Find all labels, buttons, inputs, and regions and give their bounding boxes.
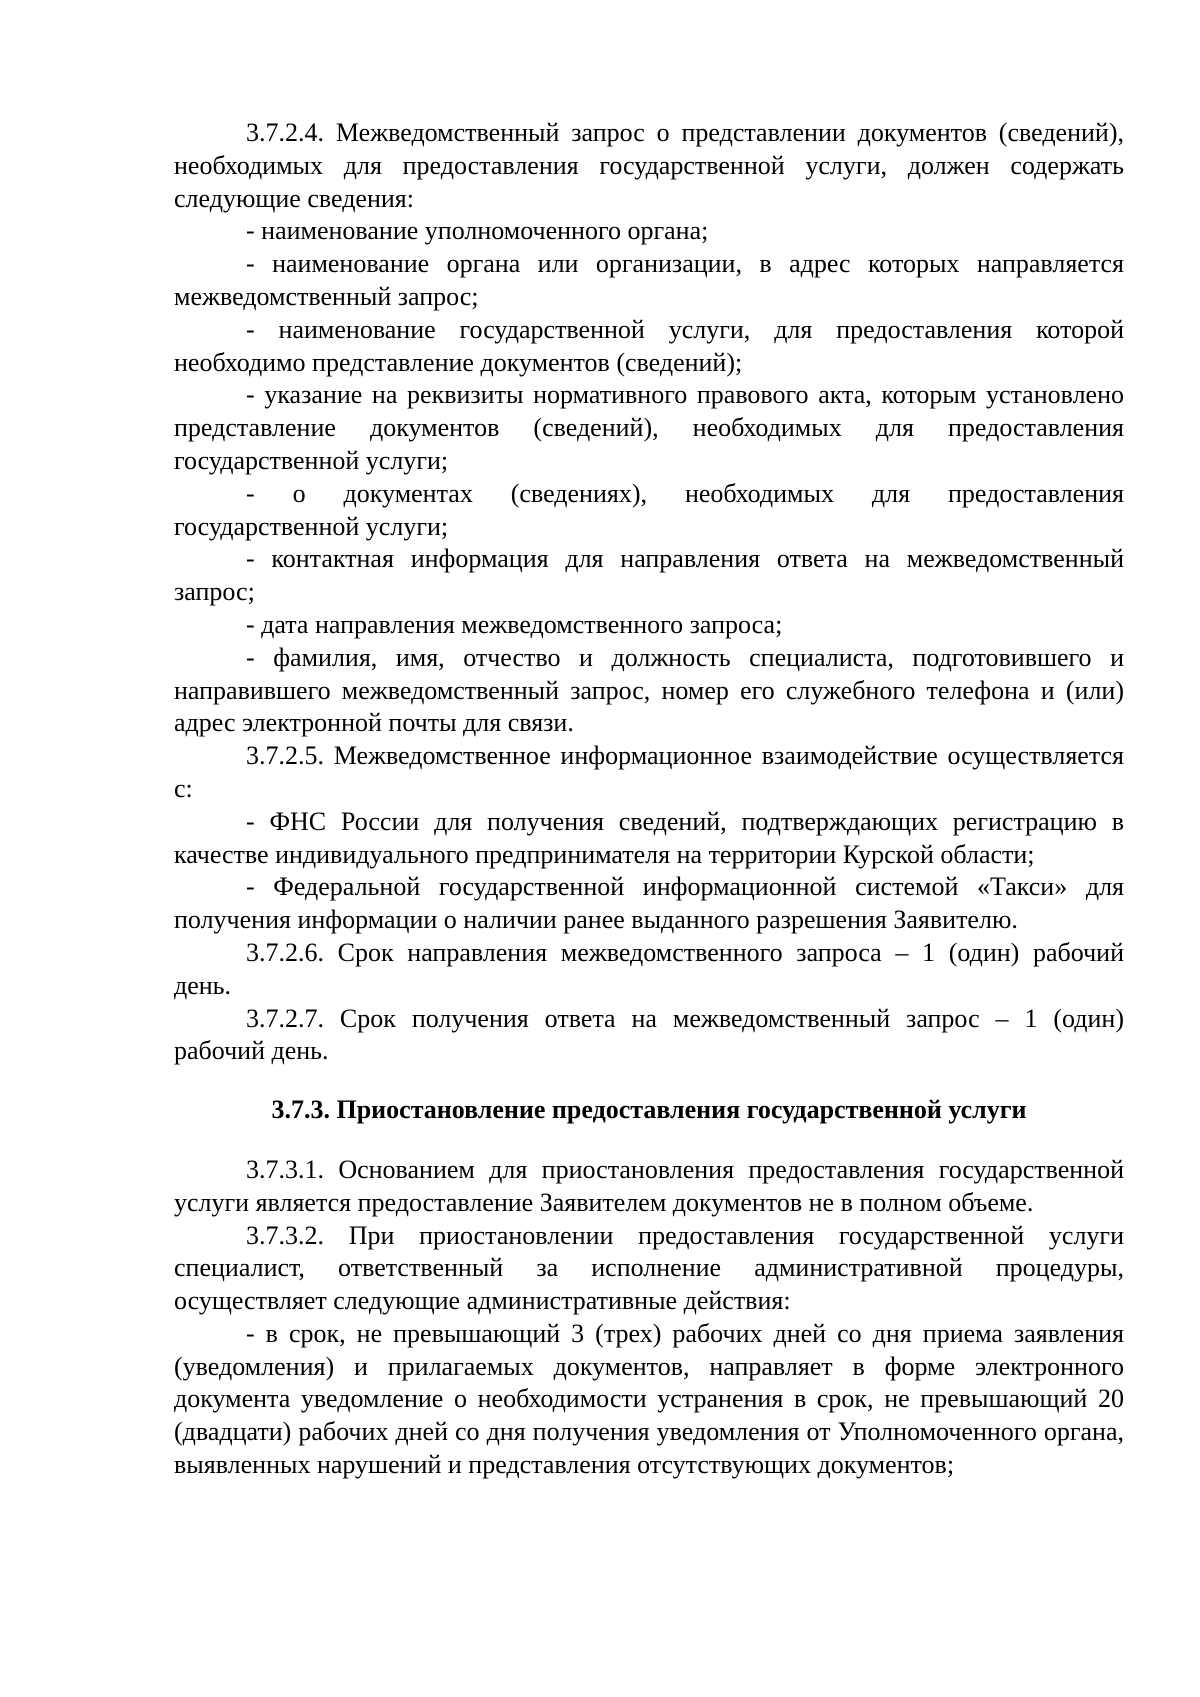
paragraph-3-7-2-5: 3.7.2.5. Межведомственное информационное взаимодействие осуществляется с: bbox=[174, 741, 1124, 803]
list-item: - наименование государственной услуги, для предоставления которой необходимо представление документов (сведений); bbox=[174, 314, 1124, 377]
list-item: - наименование уполномоченного органа; bbox=[246, 216, 709, 246]
paragraph-3-7-3-1: 3.7.3.1. Основанием для приостановления предоставления государственной услуги является предоставление Заявителем документов не в полном объеме. bbox=[174, 1154, 1124, 1217]
document-body bbox=[174, 117, 1124, 1482]
list-item: - указание на реквизиты нормативного правового акта, которым установлено представление документов (сведений), необходимых для предоставления государственной услуги; bbox=[174, 380, 1124, 475]
list-item: - наименование органа или организации, в адрес которых направляется межведомственный запрос; bbox=[174, 249, 1124, 311]
list-item: - дата направления межведомственного запроса; bbox=[246, 609, 783, 639]
list-item: - Федеральной государственной информационной системой «Такси» для получения информации о наличии ранее выданного разрешения Заявителю. bbox=[174, 872, 1124, 935]
paragraph-3-7-2-6: 3.7.2.6. Срок направления межведомственного запроса – 1 (один) рабочий день. bbox=[174, 937, 1124, 1000]
list-item: - о документах (сведениях), необходимых для предоставления государственной услуги; bbox=[174, 478, 1124, 541]
section-heading-3-7-3: 3.7.3. Приостановление предоставления государственной услуги bbox=[271, 1095, 1027, 1125]
paragraph-3-7-2-4: 3.7.2.4. Межведомственный запрос о представлении документов (сведений), необходимых для предоставления государственной услуги, должен содержать следующие сведения: bbox=[174, 118, 1124, 213]
list-item: - фамилия, имя, отчество и должность специалиста, подготовившего и направившего межведомственный запрос, номер его служебного телефона и (или) адрес электронной почты для связи. bbox=[174, 642, 1124, 738]
paragraph-3-7-3-2: 3.7.3.2. При приостановлении предоставления государственной услуги специалист, ответственный за исполнение административной процедуры, осуществляет следующие административные действия: bbox=[174, 1220, 1124, 1316]
list-item: - в срок, не превышающий 3 (трех) рабочих дней со дня приема заявления (уведомления) и прилагаемых документов, направляет в форме электронного документа уведомление о необходимости устранения в срок, не превышающий 20 (двадцати) рабочих дней со дня получения уведомления от Уполномоченного органа, выявленных нарушений и представления отсутствующих документов; bbox=[174, 1318, 1124, 1480]
list-item: - контактная информация для направления ответа на межведомственный запрос; bbox=[174, 544, 1124, 607]
paragraph-3-7-2-7: 3.7.2.7. Срок получения ответа на межведомственный запрос – 1 (один) рабочий день. bbox=[174, 1003, 1124, 1066]
list-item: - ФНС России для получения сведений, подтверждающих регистрацию в качестве индивидуального предпринимателя на территории Курской области; bbox=[174, 806, 1124, 869]
